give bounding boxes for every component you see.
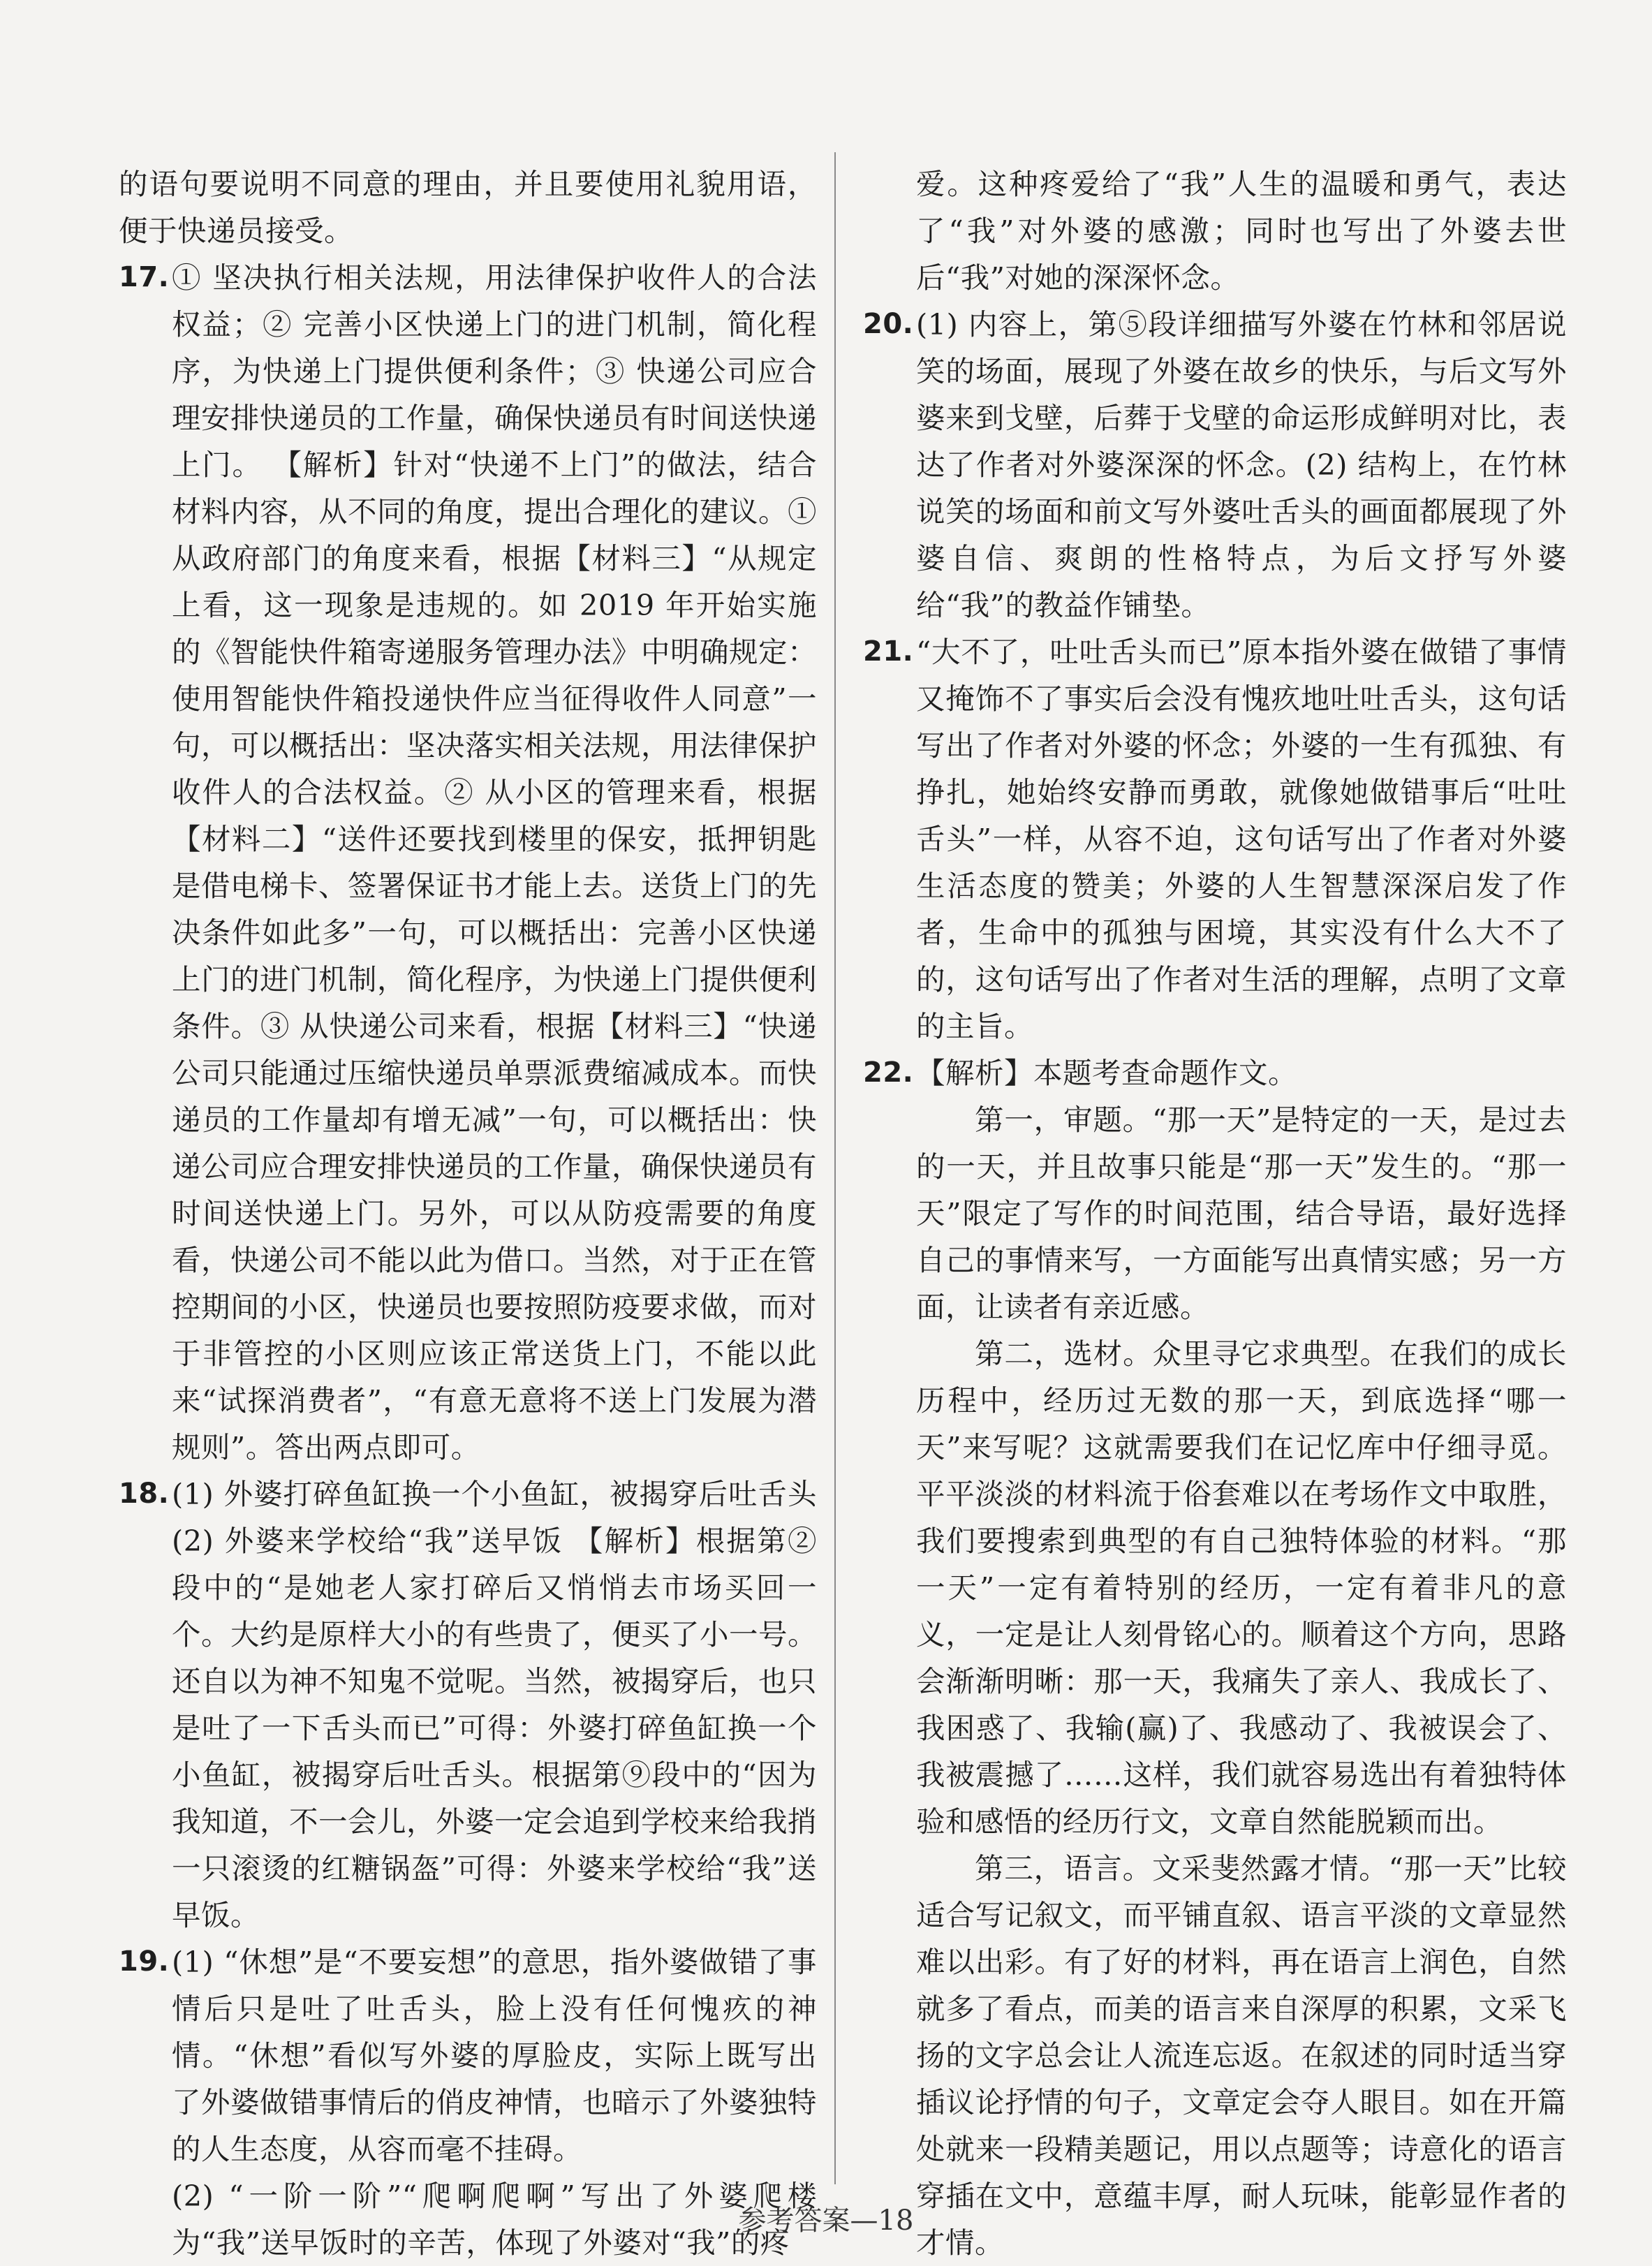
answer-text: (1) 外婆打碎鱼缸换一个小鱼缸，被揭穿后吐舌头 (2) 外婆来学校给“我”送早饭 【解析】根据第②段中的“是她老人家打碎后又悄悄去市场买回一个。大约是原样大小的有些贵了，便买了小一号。还自以为神不知鬼不觉呢。当然，被揭穿后，也只是吐了一下舌头而已”可得：外婆打碎鱼缸换一个小鱼缸，被揭穿后吐舌头。根据第⑨段中的“因为我知道，不一会儿，外婆一定会追到学校来给我捎一只滚烫的红糖锅盔”可得：外婆来学校给“我”送早饭。 bbox=[172, 1477, 818, 1932]
essay-paragraph-2: 第二，选材。众里寻它求典型。在我们的成长历程中，经历过无数的那一天，到底选择“哪一天”来写呢？这就需要我们在记忆库中仔细寻觅。平平淡淡的材料流于俗套难以在考场作文中取胜，我们要搜索到典型的有自己独特体验的材料。“那一天”一定有着特别的经历，一定有着非凡的意义，一定是让人刻骨铭心的。顺着这个方向，思路会渐渐明晰：那一天，我痛失了亲人、我成长了、我困惑了、我输(赢)了、我感动了、我被误会了、我被震撼了……这样，我们就容易选出有着独特体验和感悟的经历行文，文章自然能脱颖而出。 bbox=[916, 1337, 1567, 1839]
answer-18 bbox=[119, 1471, 817, 1938]
question-number: 19. bbox=[119, 1945, 170, 1978]
question-number: 22. bbox=[863, 1057, 914, 1089]
answer-21 bbox=[863, 628, 1567, 1050]
answer-text-part2: (2) “一阶一阶”“爬啊爬啊”写出了外婆爬楼为“我”送早饭时的辛苦，体现了外婆对“我”的疼 bbox=[172, 2179, 817, 2260]
question-number: 17. bbox=[119, 261, 170, 293]
column-divider bbox=[834, 152, 836, 2184]
left-column bbox=[119, 161, 817, 2266]
essay-paragraph-1: 第一，审题。“那一天”是特定的一天，是过去的一天，并且故事只能是“那一天”发生的。“那一天”限定了写作的时间范围，结合导语，最好选择自己的事情来写，一方面能写出真情实感；另一方面，让读者有亲近感。 bbox=[916, 1103, 1567, 1324]
answer-20 bbox=[863, 301, 1567, 628]
question-number: 18. bbox=[119, 1478, 170, 1510]
answer-19-continued: 爱。这种疼爱给了“我”人生的温暖和勇气，表达了“我”对外婆的感激；同时也写出了外婆去世后“我”对她的深深怀念。 bbox=[916, 167, 1567, 295]
answer-text: “大不了，吐吐舌头而已”原本指外婆在做错了事情又掩饰不了事实后会没有愧疚地吐吐舌头，这句话写出了作者对外婆的怀念；外婆的一生有孤独、有挣扎，她始终安静而勇敢，就像她做错事后“吐吐舌头”一样，从容不迫，这句话写出了作者对外婆生活态度的赞美；外婆的人生智慧深深启发了作者，生命中的孤独与困境，其实没有什么大不了的，这句话写出了作者对生活的理解，点明了文章的主旨。 bbox=[916, 635, 1567, 1043]
right-column bbox=[863, 161, 1567, 2266]
answer-text-part1: (1) “休想”是“不要妄想”的意思，指外婆做错了事情后只是吐了吐舌头，脸上没有任何愧疚的神情。“休想”看似写外婆的厚脸皮，实际上既写出了外婆做错事情后的俏皮神情，也暗示了外婆独特的人生态度，从容而毫不挂碍。 bbox=[172, 1945, 818, 2166]
answer-text: (1) 内容上，第⑤段详细描写外婆在竹林和邻居说笑的场面，展现了外婆在故乡的快乐，与后文写外婆来到戈壁，后葬于戈壁的命运形成鲜明对比，表达了作者对外婆深深的怀念。(2) 结构上，在竹林说笑的场面和前文写外婆吐舌头的画面都展现了外婆自信、爽朗的性格特点，为后文抒写外婆给“我”的教益作铺垫。 bbox=[916, 307, 1567, 622]
essay-paragraph-3: 第三，语言。文采斐然露才情。“那一天”比较适合写记叙文，而平铺直叙、语言平淡的文章显然难以出彩。有了好的材料，再在语言上润色，自然就多了看点，而美的语言来自深厚的积累，文采飞扬的文字总会让人流连忘返。在叙述的同时适当穿插议论抒情的句子，文章定会夺人眼目。如在开篇处就来一段精美题记，用以点题等；诗意化的语言穿插在文中，意蕴丰厚，耐人玩味，能彰显作者的才情。 bbox=[916, 1851, 1567, 2260]
answer-22 bbox=[863, 1050, 1567, 1096]
intro-text: 的语句要说明不同意的理由，并且要使用礼貌用语，便于快递员接受。 bbox=[119, 167, 817, 248]
answer-17 bbox=[119, 254, 817, 1471]
answer-text: ① 坚决执行相关法规，用法律保护收件人的合法权益；② 完善小区快递上门的进门机制，简化程序，为快递上门提供便利条件；③ 快递公司应合理安排快递员的工作量，确保快递员有时间送快递上门。 【解析】针对“快递不上门”的做法，结合材料内容，从不同的角度，提出合理化的建议。① 从政府部门的角度来看，根据【材料三】“从规定上看，这一现象是违规的。如 2019 年开始实施的《智能快件箱寄递服务管理办法》中明确规定：使用智能快件箱投递快件应当征得收件人同意”一句，可以概括出：坚决落实相关法规，用法律保护收件人的合法权益。② 从小区的管理来看，根据【材料二】“送件还要找到楼里的保安，抵押钥匙是借电梯卡、签署保证书才能上去。送货上门的先决条件如此多”一句，可以概括出：完善小区快递上门的进门机制，简化程序，为快递上门提供便利条件。③ 从快递公司来看，根据【材料三】“快递公司只能通过压缩快递员单票派费缩减成本。而快递员的工作量却有增无减”一句，可以概括出：快递公司应合理安排快递员的工作量，确保快递员有时间送快递上门。另外，可以从防疫需要的角度看，快递公司不能以此为借口。当然，对于正在管控期间的小区，快递员也要按照防疫要求做，而对于非管控的小区则应该正常送货上门，不能以此来“试探消费者”，“有意无意将不送上门发展为潜规则”。答出两点即可。 bbox=[172, 260, 818, 1464]
answer-lead: 【解析】本题考查命题作文。 bbox=[916, 1056, 1298, 1090]
question-number: 20. bbox=[863, 308, 914, 340]
page-footer: 参考答案—18 bbox=[738, 2205, 914, 2237]
question-number: 21. bbox=[863, 635, 914, 668]
